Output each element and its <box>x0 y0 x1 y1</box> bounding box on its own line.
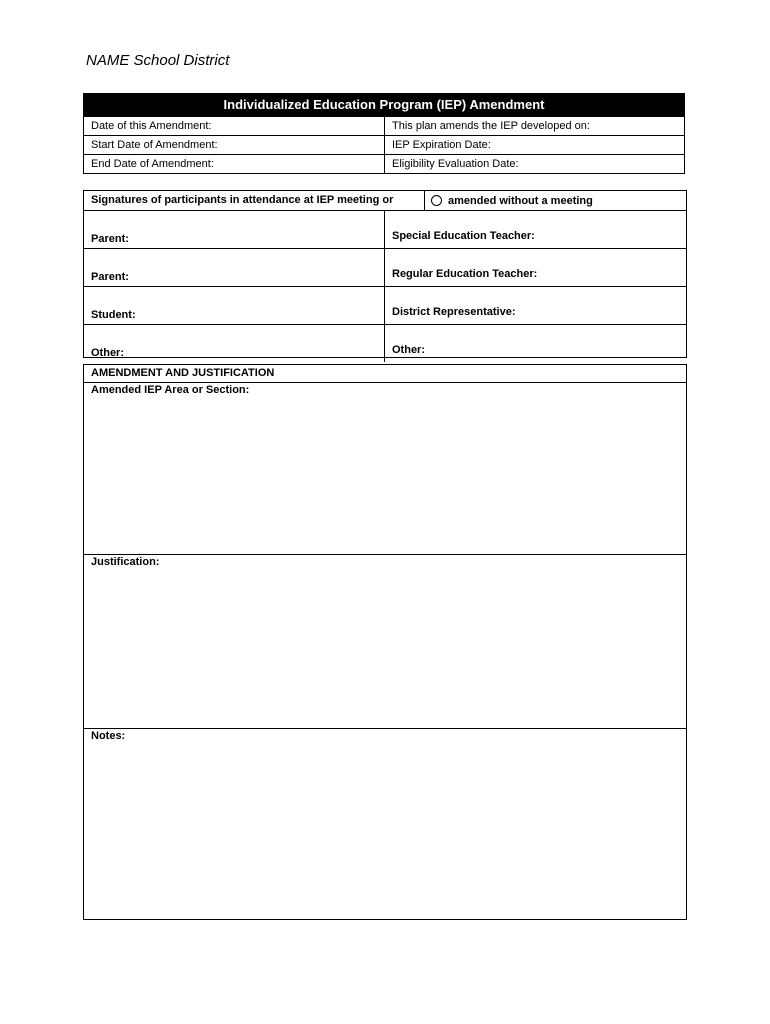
amendment-heading: AMENDMENT AND JUSTIFICATION <box>84 365 686 383</box>
justification-input[interactable] <box>91 575 679 722</box>
justification-label: Justification: <box>91 556 160 568</box>
amended-area-label: Amended IEP Area or Section: <box>91 384 250 396</box>
form-title: Individualized Education Program (IEP) Amendment <box>84 94 684 116</box>
other-signature-1[interactable]: Other: <box>84 325 385 362</box>
signatures-table <box>83 190 687 358</box>
signature-row <box>84 249 686 287</box>
student-signature[interactable]: Student: <box>84 287 385 324</box>
info-row <box>84 135 684 154</box>
parent-signature-1[interactable]: Parent: <box>84 211 385 248</box>
notes-block <box>84 729 686 919</box>
signature-row <box>84 325 686 362</box>
iep-developed-on-field[interactable]: This plan amends the IEP developed on: <box>392 120 590 132</box>
amended-without-meeting-label: amended without a meeting <box>448 194 593 207</box>
signature-row <box>84 287 686 325</box>
special-education-teacher-signature[interactable]: Special Education Teacher: <box>392 230 535 242</box>
info-row <box>84 154 684 173</box>
amendment-justification-section <box>83 364 687 920</box>
other-signature-2[interactable]: Other: <box>392 344 425 356</box>
iep-expiration-date-field[interactable]: IEP Expiration Date: <box>392 139 491 151</box>
start-date-field[interactable]: Start Date of Amendment: <box>84 136 385 154</box>
amended-without-meeting-option[interactable] <box>425 191 686 210</box>
amended-area-input[interactable] <box>91 402 679 548</box>
end-date-field[interactable]: End Date of Amendment: <box>84 155 385 173</box>
justification-block <box>84 555 686 729</box>
regular-education-teacher-signature[interactable]: Regular Education Teacher: <box>392 268 538 280</box>
amended-without-meeting-radio[interactable] <box>431 195 442 206</box>
parent-signature-2[interactable]: Parent: <box>84 249 385 286</box>
notes-input[interactable] <box>91 749 679 913</box>
amended-area-block <box>84 382 686 555</box>
signature-row <box>84 211 686 249</box>
district-name: NAME School District <box>86 52 230 69</box>
amendment-info-table <box>83 93 685 174</box>
eligibility-evaluation-date-field[interactable]: Eligibility Evaluation Date: <box>392 158 519 170</box>
info-row <box>84 116 684 135</box>
signatures-heading: Signatures of participants in attendance at IEP meeting or <box>84 191 425 210</box>
signatures-header <box>84 191 686 211</box>
district-representative-signature[interactable]: District Representative: <box>392 306 516 318</box>
notes-label: Notes: <box>91 730 126 742</box>
date-of-amendment-field[interactable]: Date of this Amendment: <box>84 117 385 135</box>
